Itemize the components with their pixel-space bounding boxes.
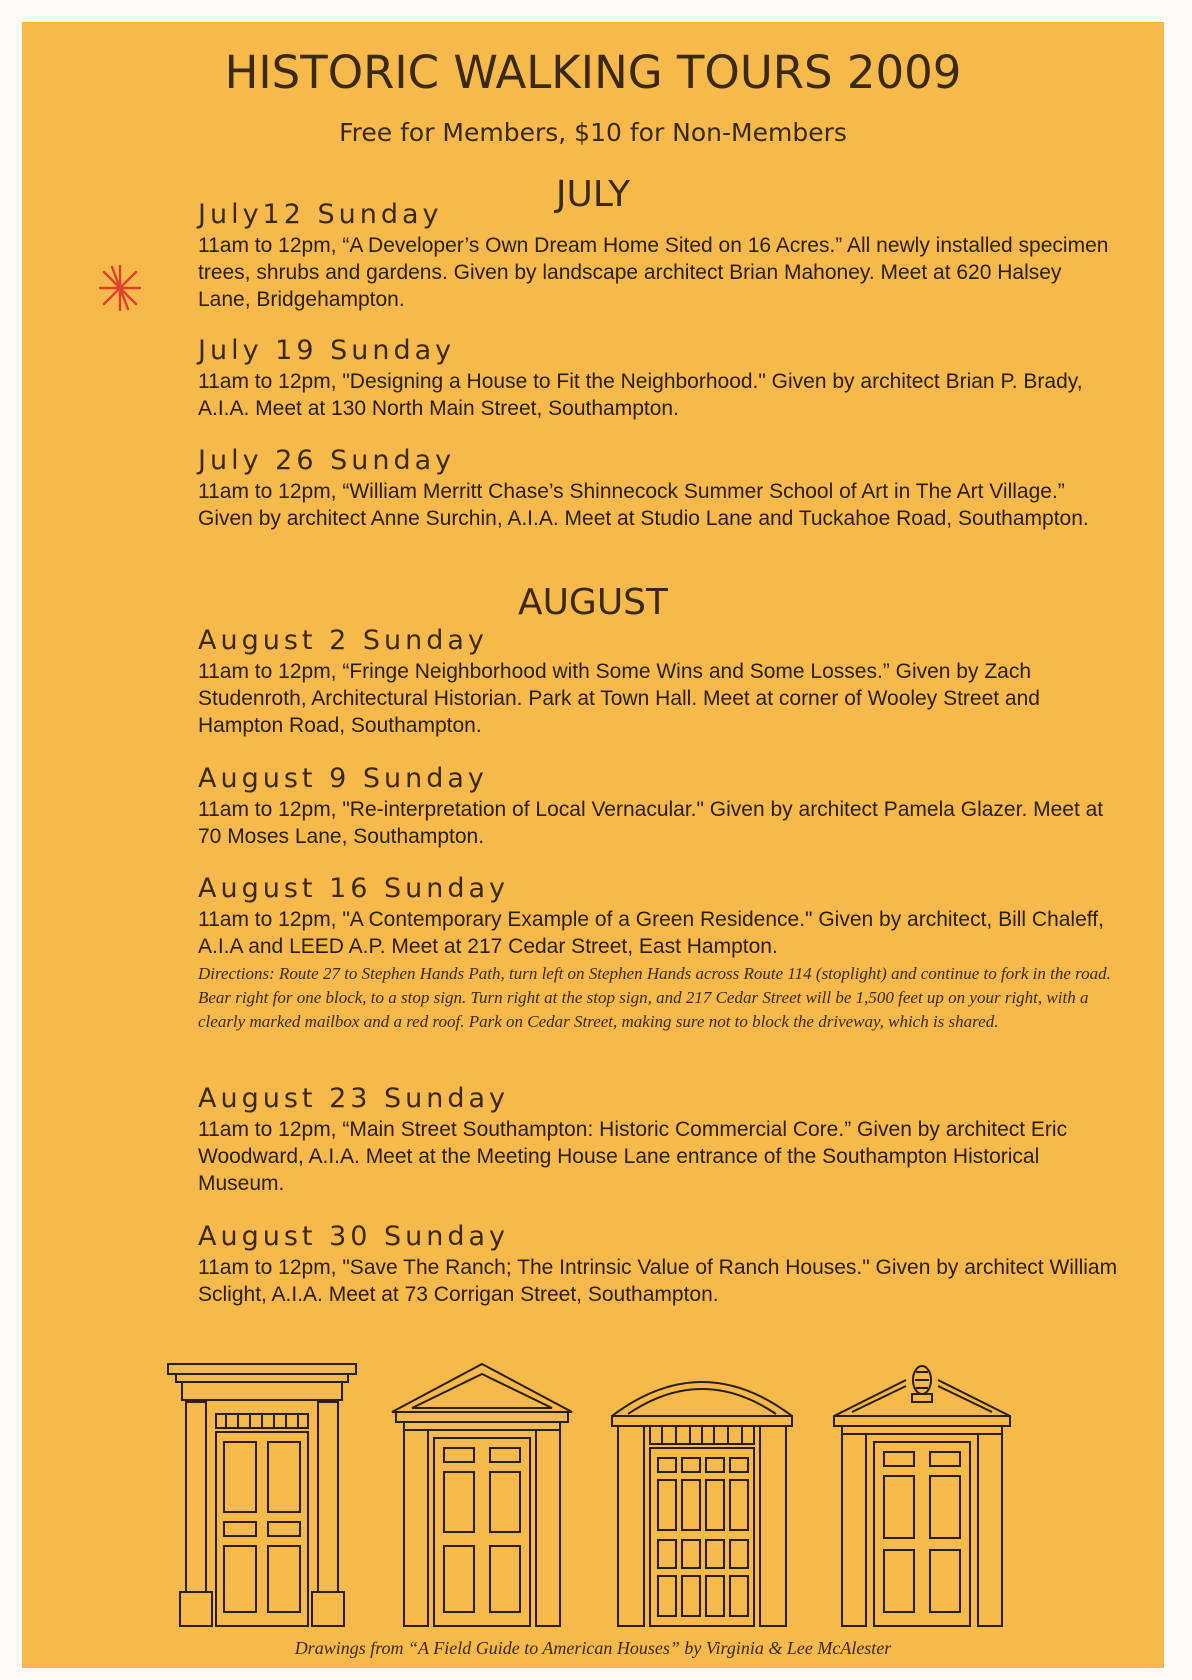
asterisk-icon — [90, 258, 150, 318]
tour-date: August 2 Sunday — [198, 625, 488, 656]
tour-description: 11am to 12pm, “Main Street Southampton: Historic Commercial Core.” Given by architect Eric Woodward, A.I.A. Meet at the Meeting House Lane entrance of the Southampton Historical Museum. — [198, 1118, 1068, 1195]
tour-description: 11am to 12pm, “William Merritt Chase’s Shinnecock Summer School of Art in The Art Village.” Given by architect Anne Surchin, A.I.A. Meet at Studio Lane and Tuckahoe Road, Southampton. — [198, 480, 1089, 530]
tour-entry — [198, 624, 1118, 739]
tour-directions: Directions: Route 27 to Stephen Hands Path, turn left on Stephen Hands across Route 114 (stoplight) and continue to fork in the road. Bear right for one block, to a stop sign. Turn right at the stop sign, and 217 Cedar Street will be 1,500 feet up on your right, with a clearly marked mailbox and a red roof. Park on Cedar Street, making sure not to block the driveway, which is shared. — [198, 964, 1111, 1031]
tour-description: 11am to 12pm, "A Contemporary Example of a Green Residence." Given by architect, Bill Chaleff, A.I.A and LEED A.P. Meet at 217 Cedar Street, East Hampton. — [198, 908, 1104, 958]
tour-date: July12 Sunday — [198, 199, 443, 230]
tour-date: August 30 Sunday — [198, 1221, 510, 1252]
tour-date: August 23 Sunday — [198, 1083, 510, 1114]
tour-description: 11am to 12pm, "Re-interpretation of Local Vernacular." Given by architect Pamela Glazer. Meet at 70 Moses Lane, Southampton. — [198, 798, 1104, 848]
month-heading-july: JULY — [555, 174, 631, 215]
month-heading-august: AUGUST — [517, 582, 669, 623]
tour-description: 11am to 12pm, "Save The Ranch; The Intrinsic Value of Ranch Houses." Given by architect William Sclight, A.I.A. Meet at 73 Corrigan Street, Southampton. — [198, 1256, 1118, 1306]
tour-date: August 9 Sunday — [198, 763, 488, 794]
flyer-title: HISTORIC WALKING TOURS 2009 — [224, 46, 962, 99]
door-illustrations — [22, 1362, 1164, 1632]
tour-entry — [198, 444, 1118, 532]
tour-entry — [198, 872, 1118, 1034]
door-triangular-pediment-icon — [382, 1362, 582, 1628]
illustration-credit: Drawings from “A Field Guide to American Houses” by Virginia & Lee McAlester — [294, 1638, 892, 1658]
tour-date: July 19 Sunday — [198, 335, 456, 366]
tour-entry — [198, 1082, 1118, 1197]
tour-entry — [198, 198, 1118, 313]
tour-date: July 26 Sunday — [198, 445, 456, 476]
tour-entry — [198, 762, 1118, 850]
tour-description: 11am to 12pm, “Fringe Neighborhood with Some Wins and Some Losses.” Given by Zach Studenroth, Architectural Historian. Park at Town Hall. Meet at corner of Wooley Street and Hampton Road, Southampton. — [198, 660, 1040, 737]
tour-entry — [198, 1220, 1118, 1308]
tour-description: 11am to 12pm, "Designing a House to Fit the Neighborhood." Given by architect Brian P. Brady, A.I.A. Meet at 130 North Main Street, Southampton. — [198, 370, 1083, 420]
flyer-sheet — [22, 22, 1164, 1668]
tour-entry — [198, 334, 1118, 422]
door-broken-pediment-icon — [822, 1362, 1022, 1628]
door-fanlight-arch-icon — [602, 1362, 802, 1628]
tour-date: August 16 Sunday — [198, 873, 510, 904]
flyer-subtitle: Free for Members, $10 for Non-Members — [339, 118, 847, 147]
door-flat-cornice-icon — [162, 1362, 362, 1628]
tour-description: 11am to 12pm, “A Developer’s Own Dream Home Sited on 16 Acres.” All newly installed specimen trees, shrubs and gardens. Given by landscape architect Brian Mahoney. Meet at 620 Halsey Lane, Bridgehampton. — [198, 234, 1109, 311]
